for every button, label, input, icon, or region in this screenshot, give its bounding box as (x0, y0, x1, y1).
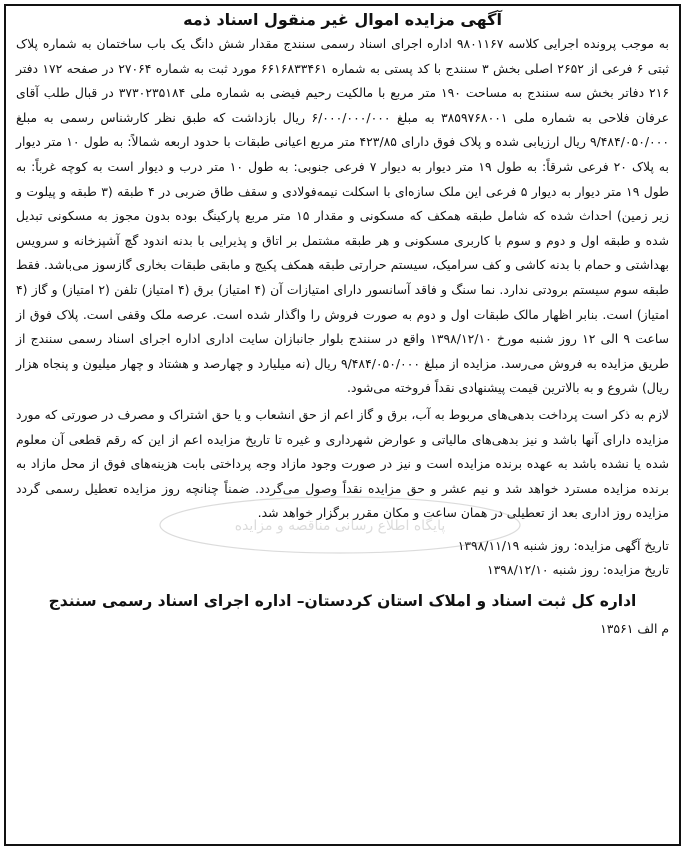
notice-title: آگهی مزایده اموال غیر منقول اسناد ذمه (183, 10, 502, 29)
watermark-text: پایگاه اطلاع رسانی مناقصه و مزایده (234, 518, 446, 534)
issuing-organization: اداره کل ثبت اسناد و املاک استان کردستان– اداره اجرای اسناد رسمی سنندج (48, 591, 637, 610)
notice-body-paragraph-2: لازم به ذکر است پرداخت بدهی‌های مربوط به آب، برق و گاز اعم از حق انشعاب و یا حق اشتراک و مصرف در صورتی که مورد مزایده دارای آنها باشد و نیز بدهی‌های مالیاتی و عوارض شهرداری و غیره تا تاریخ مزایده اعم از این که رقم قطعی آن معلوم شده یا نشده باشد به عهده برنده مزایده است و نیز در صورت وجود مازاد وجه پرداختی بابت هزینه‌های فوق از محل مازاد به برنده مزایده مسترد خواهد شد و نیم عشر و حق مزایده نقداً وصول می‌گردد. ضمناً چنانچه روز مزایده تعطیل رسمی گردد مزایده روز اداری بعد از تعطیلی در همان ساعت و مکان مقرر برگزار خواهد شد. (16, 406, 669, 521)
reference-code: م الف ۱۳۵۶۱ (600, 620, 669, 636)
notice-dates (16, 534, 669, 582)
auction-date-line: تاریخ مزایده: روز شنبه ۱۳۹۸/۱۲/۱۰ (487, 561, 669, 577)
auction-notice (4, 4, 681, 846)
notice-body-paragraph-1: به موجب پرونده اجرایی کلاسه ۹۸۰۱۱۶۷ اداره اجرای اسناد رسمی سنندج مقدار شش دانگ یک باب ساختمان به شماره پلاک ثبتی ۶ فرعی از ۲۶۵۲ اصلی بخش ۳ سنندج با کد پستی به شماره ۶۶۱۶۸۳۳۴۶۱ مورد ثبت به شماره ۲۷۰۶۴ در صفحه ۱۷۲ دفتر ۲۱۶ دفاتر بخش سه سنندج به مساحت ۱۹۰ متر مربع با مالکیت رحیم فیضی به شماره ملی ۳۷۳۰۲۳۵۱۸۴ در قبال طلب آقای عرفان فلاحی به شماره ملی ۳۸۵۹۷۶۸۰۰۱ به مبلغ ۶/۰۰۰/۰۰۰/۰۰۰ ریال بازداشت که طبق نظر کارشناس رسمی به مبلغ ۹/۴۸۴/۰۵۰/۰۰۰ ریال ارزیابی شده و پلاک فوق دارای ۴۲۳/۸۵ متر مربع اعیانی طبقات با حدود اربعه شمالاً: به طول ۱۰ متر دیوار به پلاک ۲۰ فرعی شرقاً: به طول ۱۹ متر دیوار به دیوار ۷ فرعی جنوبی: به طول ۱۰ متر درب و دیوار است به کوچه غرباً: به طول ۱۹ متر دیوار به دیوار ۵ فرعی این ملک سازه‌ای با اسکلت نیمه‌فولادی و سقف طاق ضربی در ۴ طبقه (۳ طبقه و پیلوت و زیر زمین) احداث شده که شامل طبقه همکف که مسکونی و مقدار ۱۵ متر مربع پارکینگ بوده بدون مجوز به مسکونی تبدیل شده و طبقه اول و دوم و سوم با کاربری مسکونی و هر طبقه مشتمل بر اتاق و پذیرایی با بدنه اندود گچ آشپزخانه و سرویس بهداشتی و حمام با بدنه کاشی و کف سرامیک، سیستم حرارتی طبقه همکف پکیج و مابقی طبقات بخاری گازسوز می‌باشد. فقط طبقه سوم سیستم برودتی ندارد. نما سنگ و فاقد آسانسور دارای امتیازات آن (۴ امتیاز) برق (۴ امتیاز) تلفن (۲ امتیاز) و گاز (۴ امتیاز) است. بنابر اظهار مالک طبقات اول و دوم به صورت فروش را واگذار شده است. عرصه ملک وقفی است. پلاک فوق از ساعت ۹ الی ۱۲ روز شنبه مورخ ۱۳۹۸/۱۲/۱۰ واقع در سنندج بلوار جانبازان سایت اداری اداره اجرای اسناد رسمی سنندج از طریق مزایده به فروش می‌رسد. مزایده از مبلغ ۹/۴۸۴/۰۵۰/۰۰۰ ریال (نه میلیارد و چهارصد و هشتاد و چهار میلیون و پنجاه هزار ریال) شروع و به بالاترین قیمت پیشنهادی نقداً فروخته می‌شود. (16, 36, 670, 396)
notice-date-line: تاریخ آگهی مزایده: روز شنبه ۱۳۹۸/۱۱/۱۹ (457, 537, 669, 553)
